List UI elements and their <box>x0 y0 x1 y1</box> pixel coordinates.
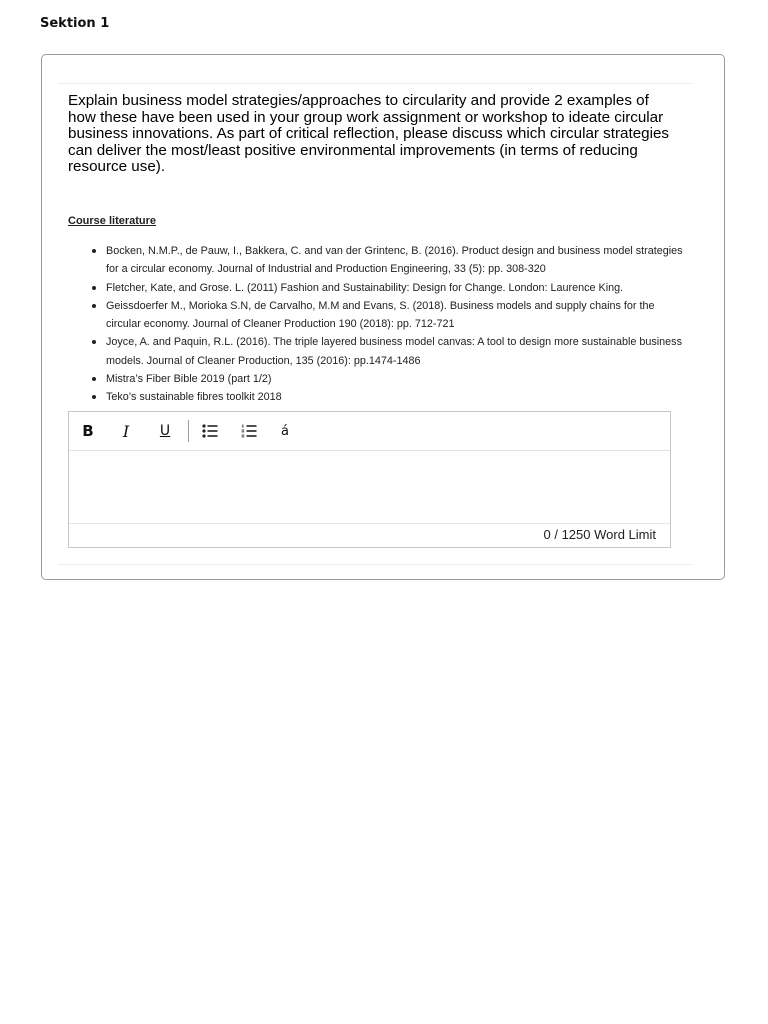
bullet-icon <box>92 249 96 253</box>
literature-item: Geissdoerfer M., Morioka S.N, de Carvalho, M.M and Evans, S. (2018). Business models and supply chains for the circular economy. Journal of Cleaner Production 190 (2018): pp. 712-721 <box>68 297 688 334</box>
literature-item: Fletcher, Kate, and Grose. L. (2011) Fashion and Sustainability: Design for Change. London: Laurence King. <box>68 279 688 297</box>
section-title: Sektion 1 <box>40 16 110 31</box>
editor-toolbar <box>69 412 670 451</box>
special-characters-button[interactable]: á <box>281 423 289 439</box>
question-text: Explain business model strategies/approaches to circularity and provide 2 examples of how these have been used in your group work assignment or workshop to ideate circular business innovations. As part of critical reflection, please discuss which circular strategies can deliver the most/least positive environmental improvements (in terms of reducing resource use). <box>68 92 670 176</box>
word-limit-counter <box>544 527 657 542</box>
bullet-icon <box>92 340 96 344</box>
word-limit-label: / 1250 Word Limit <box>550 527 656 542</box>
literature-item: Bocken, N.M.P., de Pauw, I., Bakkera, C. and van der Grintenc, B. (2016). Product design and business model strategies for a circular economy. Journal of Industrial and Production Engineering, 33 (5): pp. 308-320 <box>68 242 688 279</box>
numbered-list-button[interactable] <box>238 420 260 442</box>
bullet-icon <box>92 286 96 290</box>
literature-list <box>68 242 688 407</box>
literature-item: Joyce, A. and Paquin, R.L. (2016). The triple layered business model canvas: A tool to design more sustainable business models. Journal of Cleaner Production, 135 (2016): pp.1474-1486 <box>68 333 688 370</box>
bullet-icon <box>92 377 96 381</box>
underline-button[interactable]: U <box>159 423 171 439</box>
italic-button[interactable]: I <box>122 421 130 441</box>
toolbar-divider <box>188 420 189 442</box>
bullet-icon <box>92 395 96 399</box>
word-count: 0 <box>543 527 551 542</box>
answer-text-area[interactable] <box>69 451 670 524</box>
literature-item: Teko’s sustainable fibres toolkit 2018 <box>68 388 688 406</box>
literature-item: Mistra’s Fiber Bible 2019 (part 1/2) <box>68 370 688 388</box>
course-literature-heading: Course literature <box>68 215 157 227</box>
question-card <box>41 54 725 580</box>
answer-editor <box>68 411 671 548</box>
bullet-list-icon <box>202 424 218 438</box>
bullet-icon <box>92 304 96 308</box>
bold-button[interactable]: B <box>82 422 94 440</box>
numbered-list-icon <box>241 424 257 438</box>
bullet-list-button[interactable] <box>199 420 221 442</box>
